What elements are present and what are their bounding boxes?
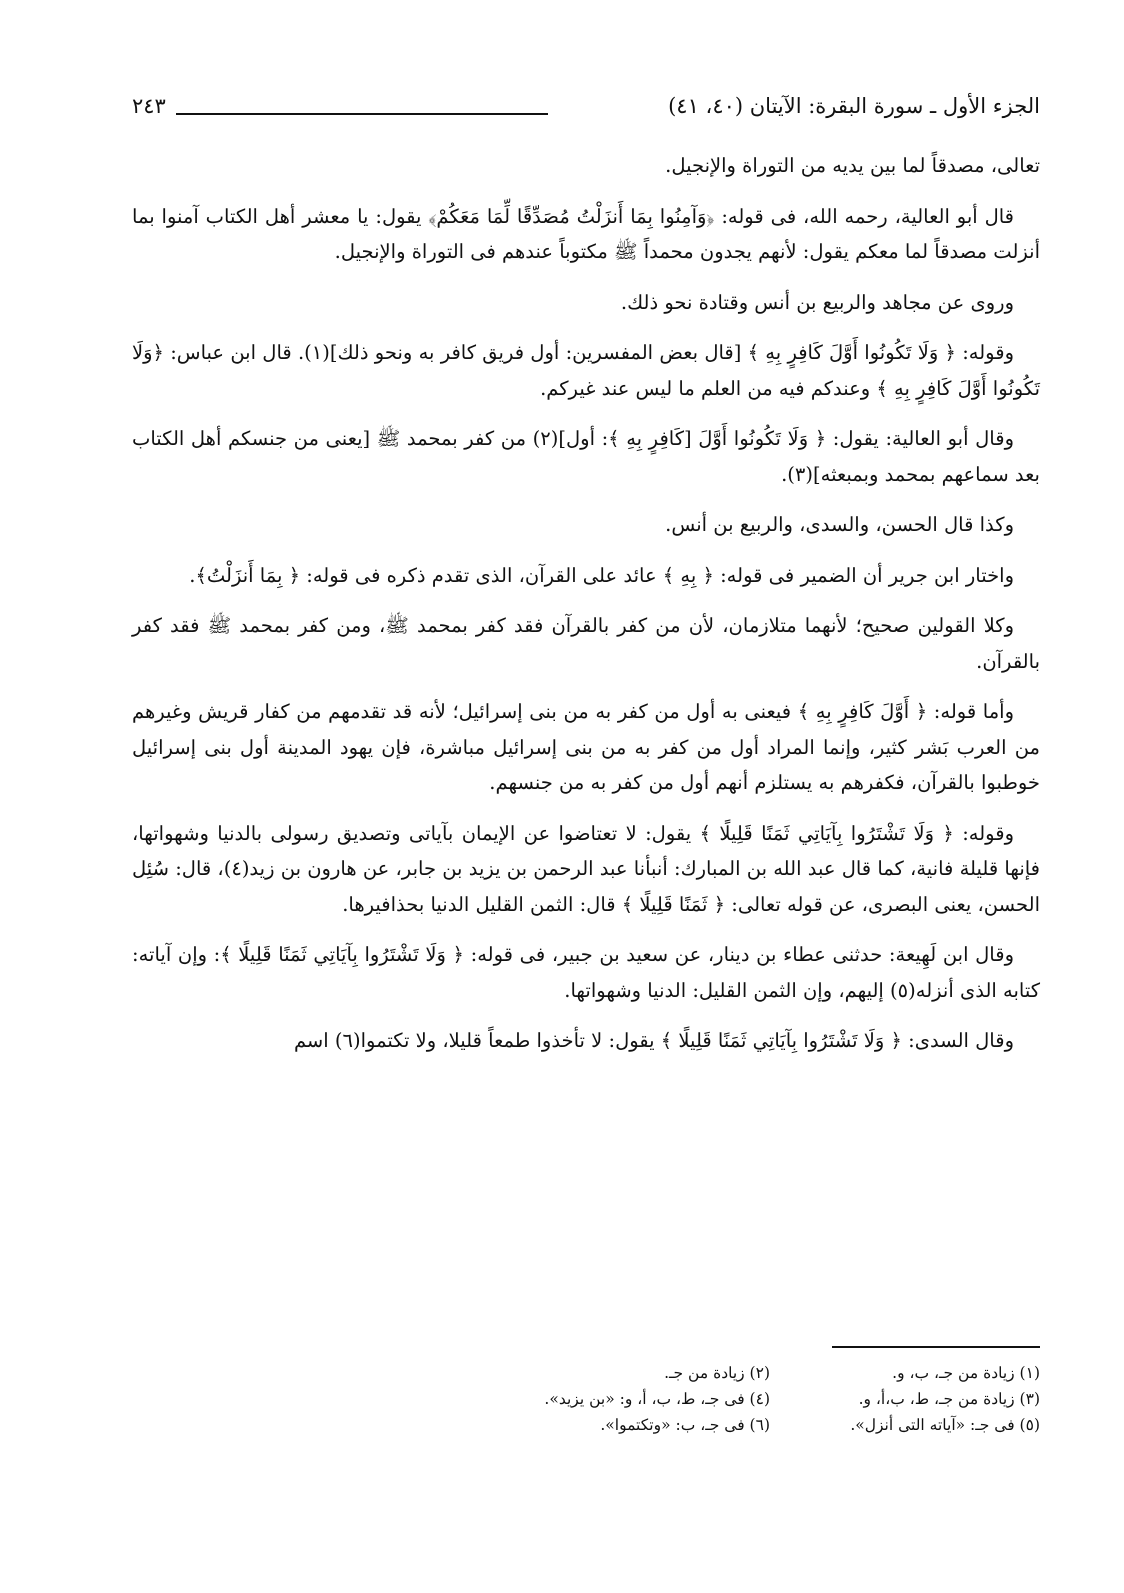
paragraph: وقال أبو العالية: يقول: ﴿ وَلَا تَكُونُوا أَوَّلَ [كَافِرٍ بِهِ ﴾: أول](٢) من كفر بمحمد ﷺ [يعنى من جنسكم أهل الكتاب بعد سماعهم بمحمد وبمبعثه](٣). xyxy=(132,427,1040,486)
footnote: (٤) فى جـ، ط، ب، أ، و: «بن يزيد». xyxy=(544,1390,770,1408)
paragraph: وقال ابن لَهِيعة: حدثنى عطاء بن دينار، عن سعيد بن جبير، فى قوله: ﴿ وَلَا تَشْتَرُوا بِآيَاتِي ثَمَنًا قَلِيلًا ﴾: وإن آياته: كتابه الذى أنزله(٥) إليهم، وإن الثمن القليل: الدنيا وشهواتها. xyxy=(132,943,1040,1002)
page-number: ٢٤٣ xyxy=(132,94,166,118)
footnote-row xyxy=(132,1386,1040,1412)
paragraph: وكذا قال الحسن، والسدى، والربيع بن أنس. xyxy=(665,513,1014,536)
paragraph: وكلا القولين صحيح؛ لأنهما متلازمان، لأن من كفر بالقرآن فقد كفر بمحمد ﷺ، ومن كفر بمحمد ﷺ فقد كفر بالقرآن. xyxy=(132,614,1040,673)
paragraph: قال أبو العالية، رحمه الله، فى قوله: ﴿وَآمِنُوا بِمَا أَنزَلْتُ مُصَدِّقًا لِّمَا مَعَكُمْ﴾ يقول: يا معشر أهل الكتاب آمنوا بما أنزلت مصدقاً لما معكم يقول: لأنهم يجدون محمداً ﷺ مكتوباً عندهم فى التوراة والإنجيل. xyxy=(132,204,1040,263)
footnote-row xyxy=(132,1360,1040,1386)
paragraph: وقوله: ﴿ وَلَا تَكُونُوا أَوَّلَ كَافِرٍ بِهِ ﴾ [قال بعض المفسرين: أول فريق كافر به ونحو ذلك](١). قال ابن عباس: ﴿وَلَا تَكُونُوا أَوَّلَ كَافِرٍ بِهِ ﴾ وعندكم فيه من العلم ما ليس عند غيركم. xyxy=(132,341,1040,400)
footnote: (٦) فى جـ، ب: «وتكتموا». xyxy=(600,1416,770,1434)
header-rule xyxy=(176,113,548,115)
footnote-row xyxy=(132,1412,1040,1438)
book-page xyxy=(132,86,1040,1506)
footnote: (١) زيادة من جـ، ب، و. xyxy=(892,1364,1040,1382)
paragraph: وقال السدى: ﴿ وَلَا تَشْتَرُوا بِآيَاتِي ثَمَنًا قَلِيلًا ﴾ يقول: لا تأخذوا طمعاً قليلا، ولا تكتموا(٦) اسم xyxy=(293,1029,1014,1052)
paragraph: وروى عن مجاهد والربيع بن أنس وقتادة نحو ذلك. xyxy=(620,290,1014,314)
paragraph: وأما قوله: ﴿ أَوَّلَ كَافِرٍ بِهِ ﴾ فيعنى به أول من كفر به من بنى إسرائيل؛ لأنه قد تقدمهم من كفار قريش وغيرهم من العرب بَشر كثير، وإنما المراد أول من كفر به من بنى إسرائيل مباشرة، فإن يهود المدينة أول بنى إسرائيل خوطبوا بالقرآن، فكفرهم به يستلزم أنهم أول من كفر به من جنسهم. xyxy=(132,700,1040,794)
footnotes xyxy=(132,1360,1040,1438)
footnote: (٣) زيادة من جـ، ط، ب،أ، و. xyxy=(858,1390,1040,1408)
footnote: (٥) فى جـ: «آياته التى أنزل». xyxy=(850,1416,1040,1434)
running-head: الجزء الأول ـ سورة البقرة: الآيتان (٤٠، ٤١) xyxy=(668,94,1040,118)
paragraph: تعالى، مصدقاً لما بين يديه من التوراة والإنجيل. xyxy=(665,154,1040,177)
footnote: (٢) زيادة من جـ. xyxy=(664,1364,770,1382)
footnote-rule xyxy=(832,1346,1040,1348)
paragraph: واختار ابن جرير أن الضمير فى قوله: ﴿ بِهِ ﴾ عائد على القرآن، الذى تقدم ذكره فى قوله: ﴿ بِمَا أَنزَلْتُ﴾. xyxy=(189,563,1014,587)
page-header xyxy=(132,86,1040,126)
paragraph: وقوله: ﴿ وَلَا تَشْتَرُوا بِآيَاتِي ثَمَنًا قَلِيلًا ﴾ يقول: لا تعتاضوا عن الإيمان بآياتى وتصديق رسولى بالدنيا وشهواتها، فإنها قليلة فانية، كما قال عبد الله بن المبارك: أنبأنا عبد الرحمن بن يزيد بن جابر، عن هارون بن زيد(٤)، قال: سُئِل الحسن، يعنى البصرى، عن قوله تعالى: ﴿ ثَمَنًا قَلِيلًا ﴾ قال: الثمن القليل الدنيا بحذافيرها. xyxy=(132,821,1041,916)
body-text xyxy=(132,148,1040,1074)
